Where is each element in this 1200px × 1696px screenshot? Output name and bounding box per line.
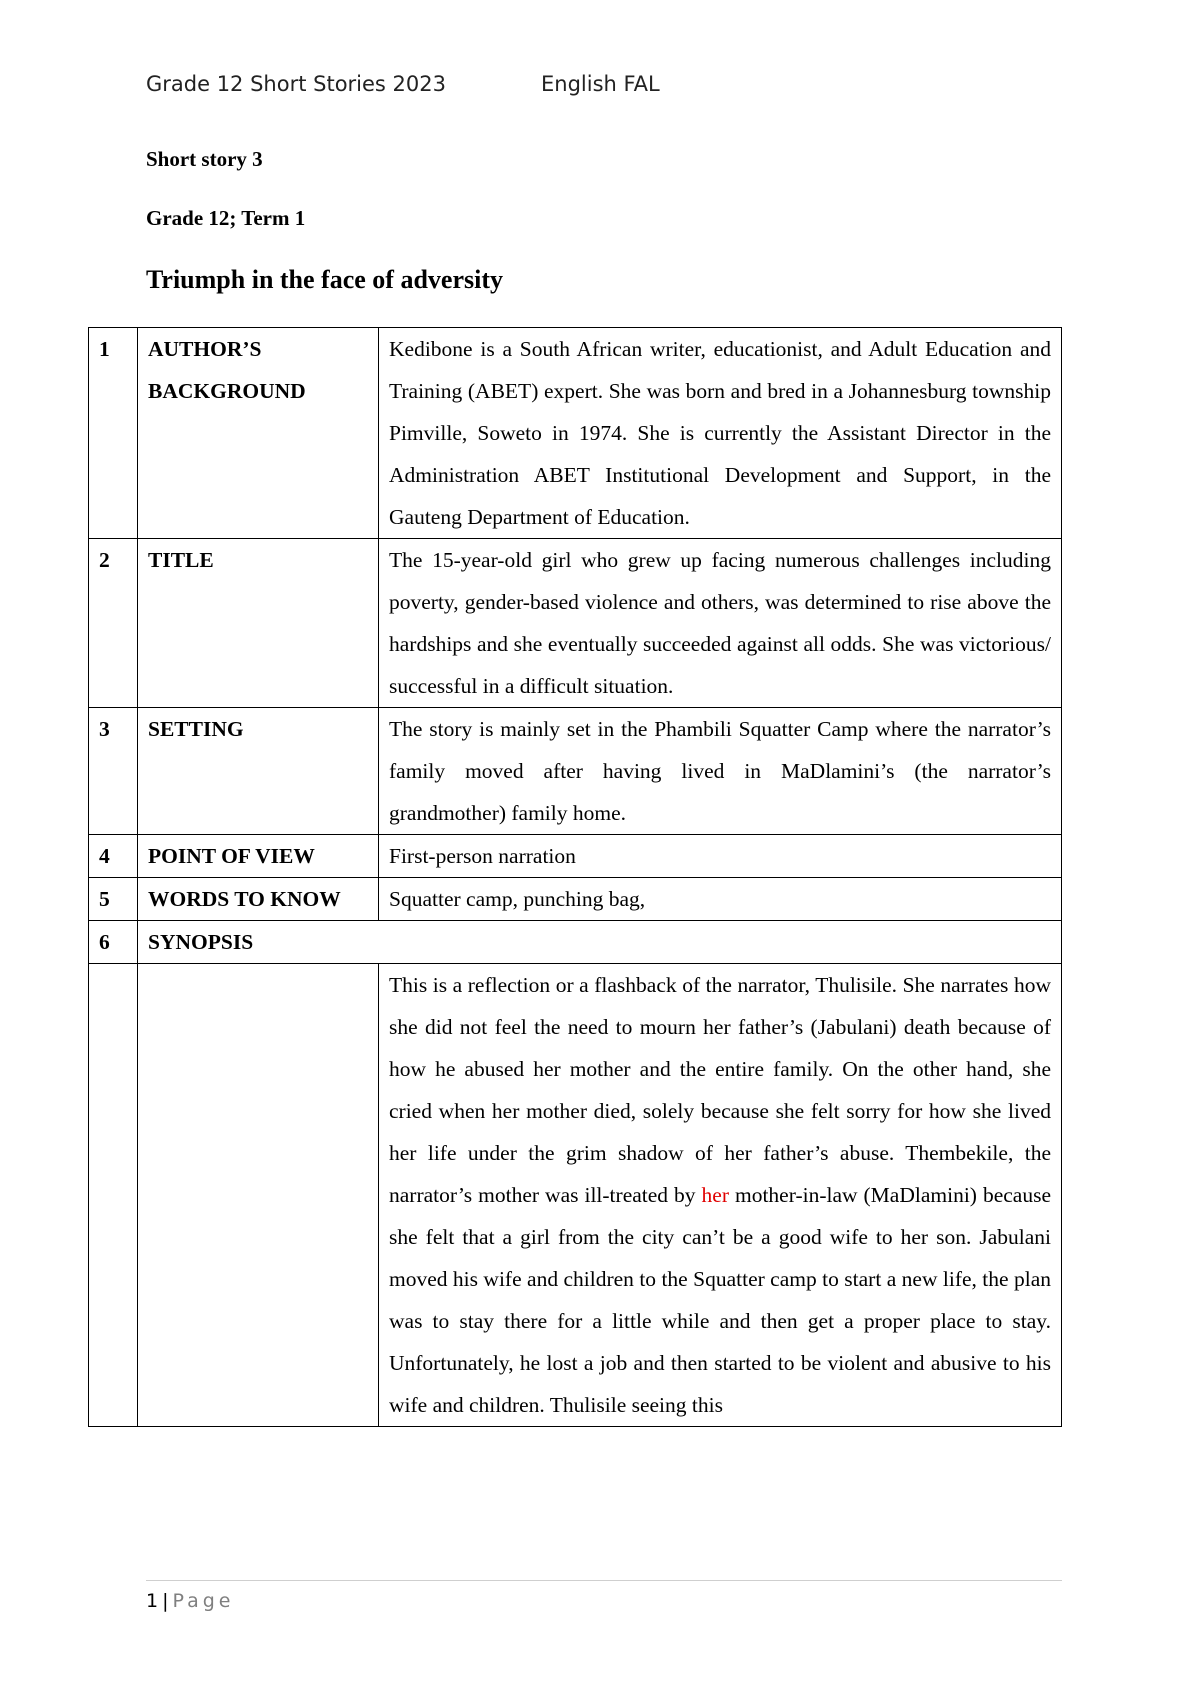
header-title: Grade 12 Short Stories 2023 [146, 72, 446, 96]
row-number: 4 [89, 835, 138, 878]
table-row [89, 921, 1062, 964]
row-content: Kedibone is a South African writer, educationist, and Adult Education and Training (ABET) expert. She was born and bred in a Johannesburg township Pimville, Soweto in 1974. She is currently the Assistant Director in the Administration ABET Institutional Development and Support, in the Gauteng Department of Education. [379, 328, 1062, 539]
header-subject: English FAL [541, 72, 660, 96]
table-row [89, 878, 1062, 921]
row-number: 1 [89, 328, 138, 539]
story-title: Triumph in the face of adversity [146, 265, 503, 294]
synopsis-content [379, 964, 1062, 1427]
synopsis-text-2: mother-in-law (MaDlamini) because she felt that a girl from the city can’t be a good wife to her son. Jabulani moved his wife and children to the Squatter camp to start a new life, the plan was to stay there for a little while and then get a proper place to stay. Unfortunately, he lost a job and then started to be violent and abusive to his wife and children. Thulisile seeing this [389, 1183, 1051, 1417]
grade-term: Grade 12; Term 1 [146, 206, 306, 230]
row-content: First-person narration [379, 835, 1062, 878]
table-row [89, 708, 1062, 835]
page-header [146, 72, 660, 96]
story-heading: Short story 3 [146, 147, 263, 171]
empty-cell [138, 964, 379, 1427]
page-label: Page [172, 1590, 235, 1612]
synopsis-row [89, 964, 1062, 1427]
row-content: The story is mainly set in the Phambili Squatter Camp where the narrator’s family moved after having lived in MaDlamini’s (the narrator’s grandmother) family home. [379, 708, 1062, 835]
page-footer [146, 1590, 235, 1612]
row-number: 2 [89, 539, 138, 708]
row-label: TITLE [138, 539, 379, 708]
footer-separator: | [162, 1590, 169, 1612]
table-row [89, 328, 1062, 539]
page-number: 1 [146, 1590, 159, 1612]
row-label: SYNOPSIS [138, 921, 1062, 964]
empty-cell [89, 964, 138, 1427]
row-number: 6 [89, 921, 138, 964]
table-row [89, 539, 1062, 708]
footer-divider [146, 1580, 1062, 1581]
synopsis-highlight: her [701, 1183, 729, 1207]
table-row [89, 835, 1062, 878]
row-content: Squatter camp, punching bag, [379, 878, 1062, 921]
row-label: WORDS TO KNOW [138, 878, 379, 921]
story-info-table [88, 327, 1062, 1427]
row-label: AUTHOR’S BACKGROUND [138, 328, 379, 539]
row-label: POINT OF VIEW [138, 835, 379, 878]
row-number: 5 [89, 878, 138, 921]
row-label: SETTING [138, 708, 379, 835]
row-content: The 15-year-old girl who grew up facing numerous challenges including poverty, gender-based violence and others, was determined to rise above the hardships and she eventually succeeded against all odds. She was victorious/ successful in a difficult situation. [379, 539, 1062, 708]
row-number: 3 [89, 708, 138, 835]
synopsis-text-1: This is a reflection or a flashback of the narrator, Thulisile. She narrates how she did not feel the need to mourn her father’s (Jabulani) death because of how he abused her mother and the entire family. On the other hand, she cried when her mother died, solely because she felt sorry for how she lived her life under the grim shadow of her father’s abuse. Thembekile, the narrator’s mother was ill-treated by [389, 973, 1051, 1207]
